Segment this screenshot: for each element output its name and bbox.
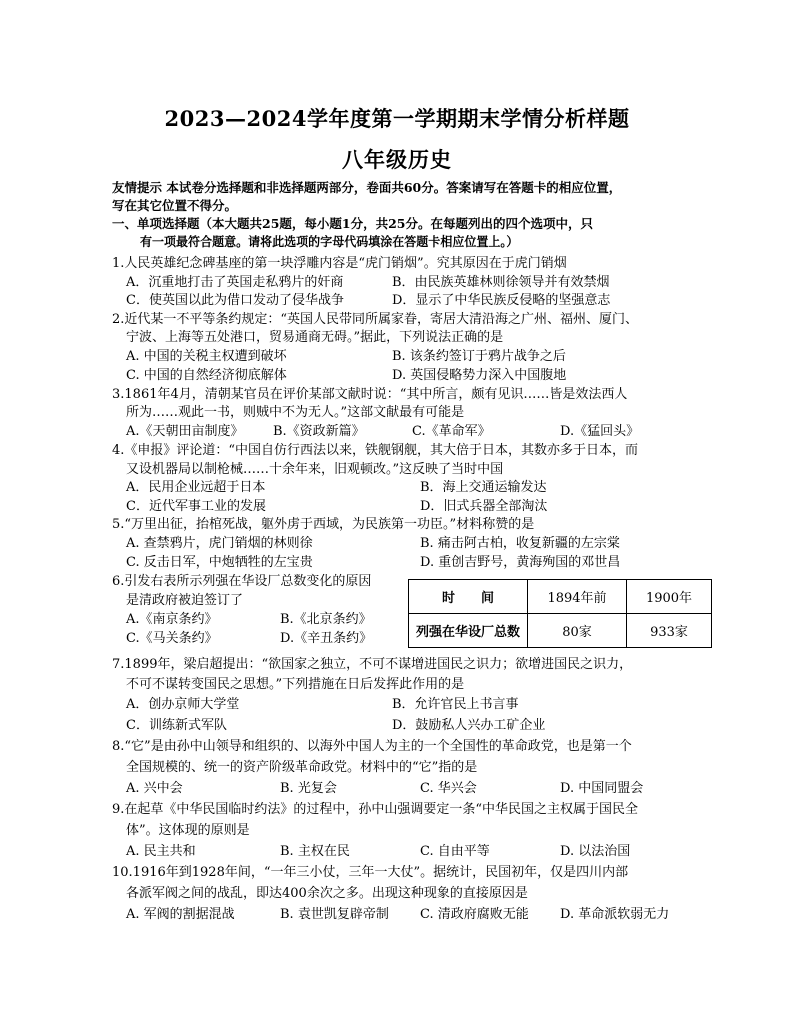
- exam-subtitle: 八年级历史: [342, 147, 452, 172]
- table-row: [409, 580, 712, 614]
- factory-count-table: [408, 579, 712, 648]
- q2-option-a: A. 中国的关税主权遭到破坏: [126, 349, 287, 364]
- q9-option-a: A. 民主共和: [126, 844, 196, 859]
- question-7-cont: 不可不谋转变国民之思想。”下列措施在日后发挥此作用的是: [126, 677, 465, 692]
- q8-option-a: A. 兴中会: [126, 781, 183, 796]
- table-cell: 1894年前: [528, 580, 627, 614]
- q5-option-b: B. 痛击阿古柏，收复新疆的左宗棠: [420, 536, 620, 551]
- q10-option-d: D. 革命派软弱无力: [560, 907, 670, 922]
- question-9: 9.在起草《中华民国临时约法》的过程中，孙中山强调要定一条“中华民国之主权属于国民全: [112, 802, 639, 817]
- question-8: 8.“它”是由孙中山领导和组织的、以海外中国人为主的一个全国性的革命政党，也是第一个: [112, 739, 632, 754]
- q9-option-c: C. 自由平等: [420, 844, 490, 859]
- q2-option-c: C. 中国的自然经济彻底解体: [126, 368, 287, 383]
- q7-option-d: D．鼓励私人兴办工矿企业: [392, 718, 546, 733]
- question-3: 3.1861年4月，清朝某官员在评价某部文献时说：“其中所言，颇有见识……皆是效法西人: [112, 387, 628, 402]
- q4-option-c: C．近代军事工业的发展: [126, 499, 266, 514]
- question-2: 2.近代某一不平等条约规定：“英国人民带同所属家眷，寄居大清沿海之广州、福州、厦门、: [112, 312, 639, 327]
- q3-option-b: B.《资政新篇》: [273, 424, 365, 439]
- q8-option-d: D. 中国同盟会: [560, 781, 644, 796]
- question-10: 10.1916年到1928年间，“一年三小仗，三年一大仗”。据统计，民国初年，仅是四川内部: [112, 865, 629, 880]
- q6-option-d: D.《辛丑条约》: [280, 631, 373, 646]
- question-8-cont: 全国规模的、统一的资产阶级革命政党。材料中的“它”指的是: [126, 760, 478, 775]
- q1-option-b: B．由民族英雄林则徐领导并有效禁烟: [392, 275, 610, 290]
- table-row: [409, 614, 712, 648]
- table-cell: 933家: [627, 614, 712, 648]
- question-7: 7.1899年，梁启超提出：“欲国家之独立，不可不谋增进国民之识力；欲增进国民之识力，: [112, 657, 633, 672]
- question-5: 5.“万里出征，抬棺死战，躯外虏于西域，为民族第一功臣。”材料称赞的是: [112, 517, 535, 532]
- q4-option-a: A．民用企业远超于日本: [126, 480, 266, 495]
- q10-option-a: A. 军阀的割据混战: [126, 907, 235, 922]
- q9-option-b: B. 主权在民: [280, 844, 350, 859]
- q3-option-c: C.《革命军》: [412, 424, 491, 439]
- q8-option-c: C. 华兴会: [420, 781, 477, 796]
- q8-option-b: B. 光复会: [280, 781, 337, 796]
- question-1: 1.人民英雄纪念碑基座的第一块浮雕内容是“虎门销烟”。究其原因在于虎门销烟: [112, 256, 567, 271]
- question-3-cont: 所为……观此一书，则贼中不为无人。”这部文献最有可能是: [126, 405, 465, 420]
- section-heading-cont: 有一项最符合题意。请将此选项的字母代码填涂在答题卡相应位置上。）: [140, 234, 519, 249]
- question-10-cont: 各派军阀之间的战乱，即达400余次之多。出现这种现象的直接原因是: [126, 886, 528, 901]
- q10-option-b: B. 袁世凯复辟帝制: [280, 907, 389, 922]
- q1-option-a: A．沉重地打击了英国走私鸦片的奸商: [126, 275, 344, 290]
- q4-option-d: D．旧式兵器全部淘汰: [420, 499, 548, 514]
- table-cell: 1900年: [627, 580, 712, 614]
- table-row-label: 列强在华设厂总数: [409, 614, 528, 648]
- q7-option-b: B．允许官民上书言事: [392, 697, 519, 712]
- exam-title: 2023—2024学年度第一学期期末学情分析样题: [164, 106, 630, 131]
- question-4: 4.《申报》评论道：“中国自仿行西法以来，铁舰钢舰，其大倍于日本，其数亦多于日本，而: [112, 443, 639, 458]
- q6-option-c: C.《马关条约》: [126, 631, 218, 646]
- question-9-cont: 体”。这体现的原则是: [126, 823, 250, 838]
- q4-option-b: B．海上交通运输发达: [420, 480, 547, 495]
- question-6: 6.引发右表所示列强在华设厂总数变化的原因: [112, 574, 372, 589]
- question-6-cont: 是清政府被迫签订了: [126, 593, 244, 608]
- q3-option-a: A.《天朝田亩制度》: [126, 424, 244, 439]
- tips-line-2: 写在其它位置不得分。: [112, 198, 238, 213]
- q6-option-b: B.《北京条约》: [280, 612, 372, 627]
- q7-option-c: C．训练新式军队: [126, 718, 227, 733]
- question-4-cont: 又设机器局以制枪械……十余年来，旧观顿改。”这反映了当时中国: [126, 462, 504, 477]
- q9-option-d: D. 以法治国: [560, 844, 631, 859]
- section-heading: 一、单项选择题（本大题共25题，每小题1分，共25分。在每题列出的四个选项中，只: [112, 216, 593, 231]
- tips-line-1: 友情提示 本试卷分选择题和非选择题两部分，卷面共60分。答案请写在答题卡的相应位置，: [112, 180, 622, 195]
- table-header-time: 时 间: [409, 580, 528, 614]
- q2-option-d: D. 英国侵略势力深入中国腹地: [392, 368, 567, 383]
- q2-option-b: B. 该条约签订于鸦片战争之后: [392, 349, 566, 364]
- q5-option-a: A. 查禁鸦片，虎门销烟的林则徐: [126, 536, 313, 551]
- q5-option-c: C. 反击日军，中炮牺牲的左宝贵: [126, 555, 313, 570]
- table-cell: 80家: [528, 614, 627, 648]
- q7-option-a: A．创办京师大学堂: [126, 697, 240, 712]
- q1-option-c: C．使英国以此为借口发动了侵华战争: [126, 293, 344, 308]
- q1-option-d: D．显示了中华民族反侵略的坚强意志: [392, 293, 611, 308]
- q10-option-c: C. 清政府腐败无能: [420, 907, 529, 922]
- question-2-cont: 宁波、上海等五处港口，贸易通商无碍。”据此，下列说法正确的是: [126, 330, 504, 345]
- q5-option-d: D. 重创吉野号，黄海殉国的邓世昌: [420, 555, 621, 570]
- q6-option-a: A.《南京条约》: [126, 612, 218, 627]
- q3-option-d: D.《猛回头》: [560, 424, 640, 439]
